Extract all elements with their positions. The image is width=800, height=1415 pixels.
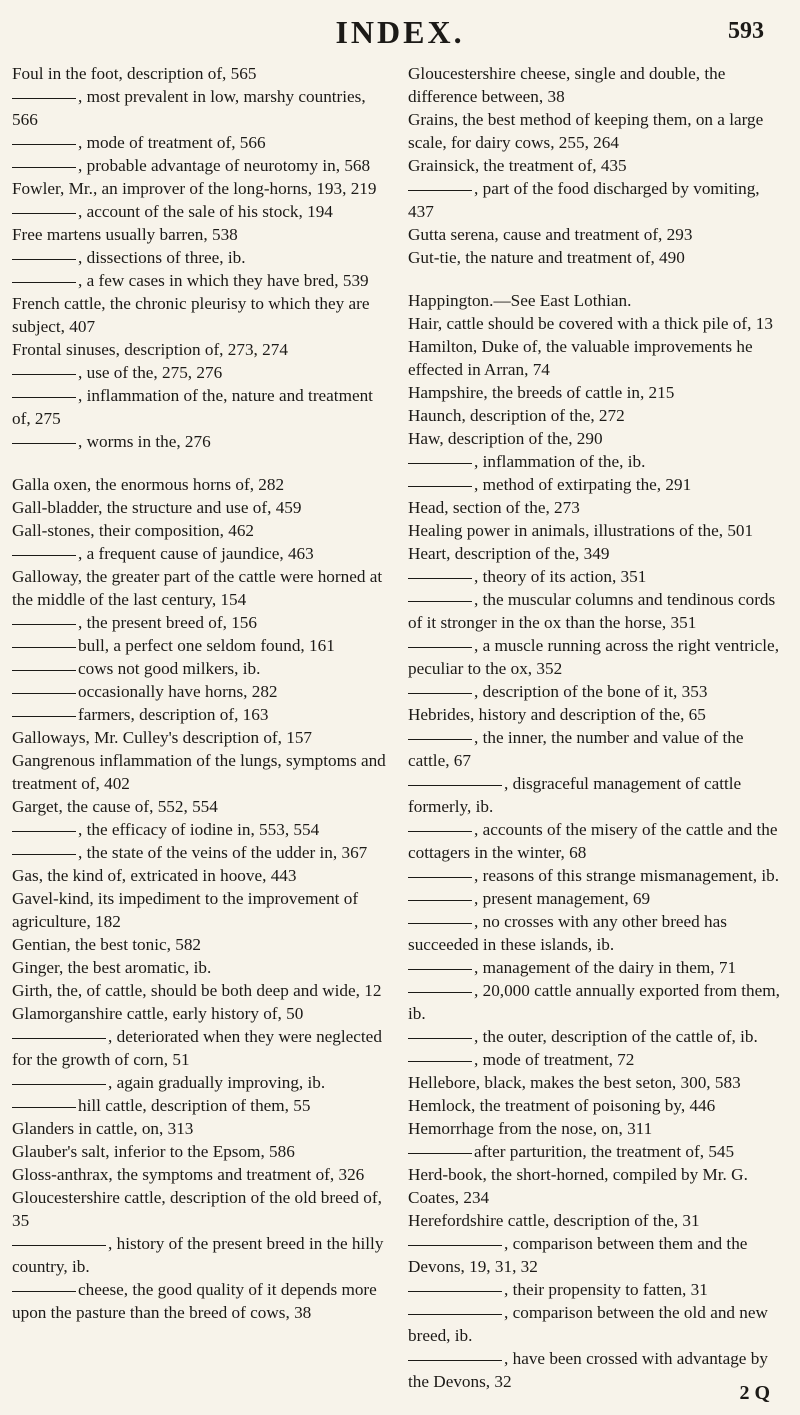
- index-entry-text: , management of the dairy in them, 71: [474, 958, 737, 977]
- ditto-rule: [12, 831, 76, 832]
- index-entry-text: , history of the present breed in the hilly country, ib.: [12, 1234, 384, 1276]
- index-entry-text: , accounts of the misery of the cattle and the cottagers in the winter, 68: [408, 820, 778, 862]
- index-entry: Gall-stones, their composition, 462: [12, 521, 255, 540]
- section-gap: [408, 269, 788, 289]
- index-entry: [12, 841, 392, 864]
- index-entry-text: , description of the bone of it, 353: [474, 682, 708, 701]
- index-entry: French cattle, the chronic pleurisy to which they are subject, 407: [12, 294, 370, 336]
- index-entry-text: , the outer, description of the cattle of, ib.: [474, 1027, 758, 1046]
- ditto-rule: [408, 1314, 502, 1315]
- index-entry-text: cows not good milkers, ib.: [78, 659, 261, 678]
- ditto-rule: [408, 1245, 502, 1246]
- index-entry-text: , mode of treatment, 72: [474, 1050, 635, 1069]
- index-entry-text: occasionally have horns, 282: [78, 682, 278, 701]
- index-entry-text: , disgraceful management of cattle formerly, ib.: [408, 774, 742, 816]
- index-entry: Ginger, the best aromatic, ib.: [12, 958, 212, 977]
- ditto-rule: [408, 923, 472, 924]
- page-title: INDEX.: [335, 14, 465, 50]
- ditto-rule: [408, 486, 472, 487]
- index-entry: [12, 1094, 392, 1117]
- ditto-rule: [12, 397, 76, 398]
- ditto-rule: [12, 693, 76, 694]
- index-entry: [408, 726, 788, 772]
- index-entry: [12, 542, 392, 565]
- index-entry-text: , 20,000 cattle annually exported from them, ib.: [408, 981, 780, 1023]
- ditto-rule: [408, 969, 472, 970]
- index-entry-text: , a muscle running across the right ventricle, peculiar to the ox, 352: [408, 636, 779, 678]
- index-entry: Head, section of the, 273: [408, 498, 580, 517]
- index-entry: Gangrenous inflammation of the lungs, symptoms and treatment of, 402: [12, 751, 386, 793]
- ditto-rule: [12, 144, 76, 145]
- index-entry-text: , mode of treatment of, 566: [78, 133, 266, 152]
- index-entry: Gutta serena, cause and treatment of, 293: [408, 225, 693, 244]
- ditto-rule: [408, 693, 472, 694]
- ditto-rule: [408, 900, 472, 901]
- ditto-rule: [408, 831, 472, 832]
- index-entry-text: , account of the sale of his stock, 194: [78, 202, 333, 221]
- index-entry-text: , theory of its action, 351: [474, 567, 647, 586]
- printer-signature: 2 Q: [739, 1382, 770, 1404]
- ditto-rule: [408, 992, 472, 993]
- index-entry: [408, 1301, 788, 1347]
- index-entry-text: , worms in the, 276: [78, 432, 211, 451]
- ditto-rule: [12, 647, 76, 648]
- ditto-rule: [12, 854, 76, 855]
- ditto-rule: [408, 647, 472, 648]
- ditto-rule: [12, 670, 76, 671]
- index-entry-text: , a few cases in which they have bred, 539: [78, 271, 369, 290]
- index-entry: Gloss-anthrax, the symptoms and treatment of, 326: [12, 1165, 365, 1184]
- index-entry: Gentian, the best tonic, 582: [12, 935, 202, 954]
- index-entry-text: , the present breed of, 156: [78, 613, 257, 632]
- ditto-rule: [12, 98, 76, 99]
- index-entry-text: after parturition, the treatment of, 545: [474, 1142, 735, 1161]
- index-entry: Glauber's salt, inferior to the Epsom, 586: [12, 1142, 295, 1161]
- ditto-rule: [12, 282, 76, 283]
- index-entry: Garget, the cause of, 552, 554: [12, 797, 218, 816]
- index-entry-text: , their propensity to fatten, 31: [504, 1280, 708, 1299]
- index-entry-text: , the state of the veins of the udder in, 367: [78, 843, 368, 862]
- index-entry: [12, 85, 392, 131]
- ditto-rule: [12, 1107, 76, 1108]
- index-entry: Glanders in cattle, on, 313: [12, 1119, 194, 1138]
- index-entry: Gas, the kind of, extricated in hoove, 443: [12, 866, 297, 885]
- index-entry-text: , probable advantage of neurotomy in, 568: [78, 156, 371, 175]
- index-entry: [408, 634, 788, 680]
- index-entry: Heart, description of the, 349: [408, 544, 610, 563]
- index-entry: [408, 1025, 788, 1048]
- index-entry: Galla oxen, the enormous horns of, 282: [12, 475, 285, 494]
- index-entry: [12, 430, 392, 453]
- index-entry-text: bull, a perfect one seldom found, 161: [78, 636, 335, 655]
- ditto-rule: [12, 443, 76, 444]
- index-entry: Gloucestershire cattle, description of the old breed of, 35: [12, 1188, 382, 1230]
- index-entry: [12, 634, 392, 657]
- index-entry: [408, 680, 788, 703]
- index-entry: Gut-tie, the nature and treatment of, 490: [408, 248, 685, 267]
- index-entry-text: , method of extirpating the, 291: [474, 475, 692, 494]
- ditto-rule: [408, 578, 472, 579]
- index-entry-text: , the inner, the number and value of the cattle, 67: [408, 728, 744, 770]
- index-entry: [12, 611, 392, 634]
- ditto-rule: [408, 739, 472, 740]
- index-entry-text: , again gradually improving, ib.: [108, 1073, 326, 1092]
- index-entry: Herd-book, the short-horned, compiled by Mr. G. Coates, 234: [408, 1165, 748, 1207]
- index-entry: [408, 473, 788, 496]
- ditto-rule: [408, 1153, 472, 1154]
- index-entry: [408, 864, 788, 887]
- index-entry: [12, 200, 392, 223]
- index-entry: [408, 956, 788, 979]
- index-entry: Frontal sinuses, description of, 273, 274: [12, 340, 288, 359]
- ditto-rule: [12, 1291, 76, 1292]
- index-entry-text: , inflammation of the, nature and treatment of, 275: [12, 386, 373, 428]
- index-entry: [12, 703, 392, 726]
- index-entry: [408, 1048, 788, 1071]
- index-entry: Hampshire, the breeds of cattle in, 215: [408, 383, 675, 402]
- index-entry: [12, 154, 392, 177]
- index-entry: Gavel-kind, its impediment to the improvement of agriculture, 182: [12, 889, 359, 931]
- index-entry: Girth, the, of cattle, should be both deep and wide, 12: [12, 981, 382, 1000]
- index-entry-text: , a frequent cause of jaundice, 463: [78, 544, 314, 563]
- index-entry-text: , use of the, 275, 276: [78, 363, 223, 382]
- ditto-rule: [12, 167, 76, 168]
- index-entry: Haunch, description of the, 272: [408, 406, 625, 425]
- index-entry: Galloways, Mr. Culley's description of, 157: [12, 728, 313, 747]
- ditto-rule: [408, 1038, 472, 1039]
- ditto-rule: [12, 1245, 106, 1246]
- index-entry-text: , reasons of this strange mismanagement, ib.: [474, 866, 780, 885]
- ditto-rule: [12, 259, 76, 260]
- ditto-rule: [408, 877, 472, 878]
- index-entry-text: farmers, description of, 163: [78, 705, 269, 724]
- index-entry: [12, 361, 392, 384]
- index-entry-text: , comparison between them and the Devons, 19, 31, 32: [408, 1234, 748, 1276]
- ditto-rule: [12, 624, 76, 625]
- index-entry: Galloway, the greater part of the cattle were horned at the middle of the last century, 154: [12, 567, 383, 609]
- index-entry-text: , most prevalent in low, marshy countries, 566: [12, 87, 366, 129]
- index-entry-text: , dissections of three, ib.: [78, 248, 246, 267]
- page-number: 593: [728, 18, 764, 44]
- index-entry: [408, 818, 788, 864]
- index-entry: Grains, the best method of keeping them, on a large scale, for dairy cows, 255, 264: [408, 110, 764, 152]
- index-entry: [408, 1347, 788, 1393]
- ditto-rule: [408, 1360, 502, 1361]
- page-header: [0, 0, 800, 60]
- ditto-rule: [12, 213, 76, 214]
- index-entry: Gall-bladder, the structure and use of, 459: [12, 498, 302, 517]
- index-entry-text: , part of the food discharged by vomiting, 437: [408, 179, 760, 221]
- index-entry-text: cheese, the good quality of it depends more upon the pasture than the breed of cows, 38: [12, 1280, 377, 1322]
- section-gap: [12, 453, 392, 473]
- index-entry-text: , no crosses with any other breed has succeeded in these islands, ib.: [408, 912, 727, 954]
- index-entry: [12, 384, 392, 430]
- ditto-rule: [12, 1084, 106, 1085]
- index-entry: Fowler, Mr., an improver of the long-horns, 193, 219: [12, 179, 377, 198]
- ditto-rule: [408, 601, 472, 602]
- index-entry: Foul in the foot, description of, 565: [12, 64, 257, 83]
- index-entry: Hair, cattle should be covered with a thick pile of, 13: [408, 314, 773, 333]
- index-entry: Hemlock, the treatment of poisoning by, 446: [408, 1096, 716, 1115]
- ditto-rule: [408, 1291, 502, 1292]
- index-entry: [408, 772, 788, 818]
- index-entry: Glamorganshire cattle, early history of, 50: [12, 1004, 304, 1023]
- ditto-rule: [12, 555, 76, 556]
- index-entry: Hamilton, Duke of, the valuable improvements he effected in Arran, 74: [408, 337, 753, 379]
- ditto-rule: [408, 190, 472, 191]
- index-entry: [408, 588, 788, 634]
- index-entry: [408, 1140, 788, 1163]
- index-entry-text: , the efficacy of iodine in, 553, 554: [78, 820, 320, 839]
- ditto-rule: [12, 1038, 106, 1039]
- index-entry-text: , comparison between the old and new breed, ib.: [408, 1303, 768, 1345]
- index-entry: Happington.—See East Lothian.: [408, 291, 632, 310]
- index-entry: Grainsick, the treatment of, 435: [408, 156, 627, 175]
- index-entry-text: hill cattle, description of them, 55: [78, 1096, 311, 1115]
- index-entry: [408, 910, 788, 956]
- index-entry: [408, 450, 788, 473]
- ditto-rule: [408, 1061, 472, 1062]
- index-entry: [12, 680, 392, 703]
- index-entry: [408, 1232, 788, 1278]
- index-entry-text: , the muscular columns and tendinous cords of it stronger in the ox than the horse, 351: [408, 590, 776, 632]
- ditto-rule: [408, 785, 502, 786]
- index-entry: Haw, description of the, 290: [408, 429, 603, 448]
- index-entry: Hebrides, history and description of the, 65: [408, 705, 706, 724]
- index-entry: [12, 657, 392, 680]
- index-entry: [12, 246, 392, 269]
- ditto-rule: [12, 374, 76, 375]
- index-entry-text: , have been crossed with advantage by the Devons, 32: [408, 1349, 768, 1391]
- index-entry: [12, 1025, 392, 1071]
- ditto-rule: [408, 463, 472, 464]
- index-entry: Free martens usually barren, 538: [12, 225, 238, 244]
- index-entry: [408, 565, 788, 588]
- index-entry: [12, 1232, 392, 1278]
- index-entry: [12, 269, 392, 292]
- ditto-rule: [12, 716, 76, 717]
- index-entry: [12, 818, 392, 841]
- index-entry-text: , present management, 69: [474, 889, 651, 908]
- index-entry: [408, 887, 788, 910]
- index-entry: [408, 1278, 788, 1301]
- index-entry: Hellebore, black, makes the best seton, 300, 583: [408, 1073, 741, 1092]
- index-entry-text: , deteriorated when they were neglected for the growth of corn, 51: [12, 1027, 382, 1069]
- index-entry: [408, 177, 788, 223]
- index-entry: [12, 1071, 392, 1094]
- index-entry: [408, 979, 788, 1025]
- index-entry-text: , inflammation of the, ib.: [474, 452, 646, 471]
- index-entry: [12, 131, 392, 154]
- index-entry: Hemorrhage from the nose, on, 311: [408, 1119, 653, 1138]
- index-entry: [12, 1278, 392, 1324]
- index-entry: Herefordshire cattle, description of the, 31: [408, 1211, 700, 1230]
- index-entry: Healing power in animals, illustrations of the, 501: [408, 521, 754, 540]
- index-entry: Gloucestershire cheese, single and double, the difference between, 38: [408, 64, 726, 106]
- left-column: [12, 62, 392, 1324]
- right-column: [408, 62, 788, 1393]
